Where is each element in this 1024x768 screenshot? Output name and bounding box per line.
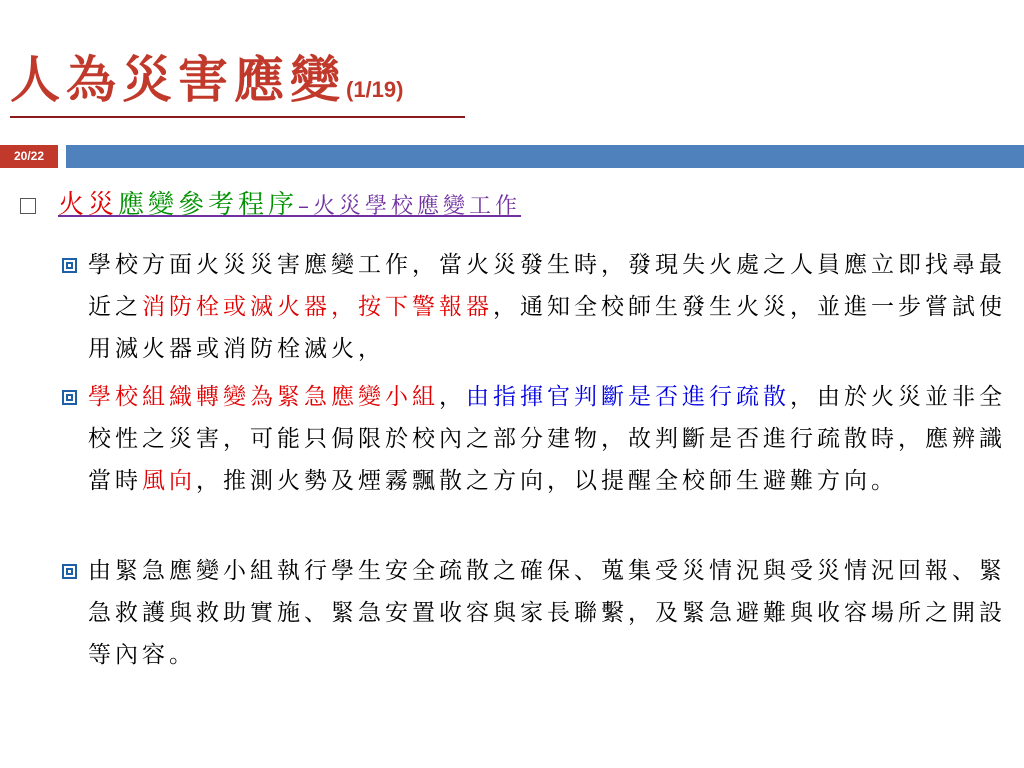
slide-number: 20/22 xyxy=(0,145,58,168)
slide-title xyxy=(10,42,470,118)
heading-procedure: 應變參考程序 xyxy=(118,190,299,220)
square-bullet-icon xyxy=(62,258,77,273)
title-page-count: (1/19) xyxy=(346,77,404,102)
paragraph-3 xyxy=(88,550,1020,676)
square-bullet-icon xyxy=(62,564,77,579)
p1-text-highlight: 消防栓或滅火器，按下警報器 xyxy=(142,294,493,320)
p1-text-a: 學校方面火災災害應變工作，當火災發生時，發現失火處之人員應立即找尋最近之 xyxy=(88,252,1006,320)
p2-text-a: ，由於火災並非全校性之災害，可能只侷限於校內之部分建物，故判斷是否進行疏散時，應辨識當時 xyxy=(88,384,1006,494)
title-main: 人為災害應變 xyxy=(10,50,346,109)
square-bullet-icon xyxy=(62,390,77,405)
p2-text-comma: ， xyxy=(439,384,466,410)
p2-text-highlight-b: 由指揮官判斷是否進行疏散 xyxy=(466,384,790,410)
heading-subtitle: –火災學校應變工作 xyxy=(298,194,522,219)
heading-fire: 火災 xyxy=(58,190,119,220)
p1-text-b: ，通知全校師生發生火災，並進一步嘗試使用滅火器或消防栓滅火， xyxy=(88,294,1006,362)
title-underline xyxy=(10,116,465,118)
header-bar xyxy=(66,145,1024,168)
paragraph-2 xyxy=(88,376,1020,502)
p3-text: 由緊急應變小組執行學生安全疏散之確保、蒐集受災情況與受災情況回報、緊急救護與救助實施、緊急安置收容與家長聯繫，及緊急避難與收容場所之開設等內容。 xyxy=(88,558,1006,668)
p2-text-b: ，推測火勢及煙霧飄散之方向，以提醒全校師生避難方向。 xyxy=(196,468,898,494)
p2-text-highlight-c: 風向 xyxy=(142,468,196,494)
checkbox-bullet-icon xyxy=(20,198,36,214)
paragraph-1 xyxy=(88,244,1020,370)
section-heading xyxy=(20,182,521,228)
p2-text-highlight-a: 學校組織轉變為緊急應變小組 xyxy=(88,384,439,410)
